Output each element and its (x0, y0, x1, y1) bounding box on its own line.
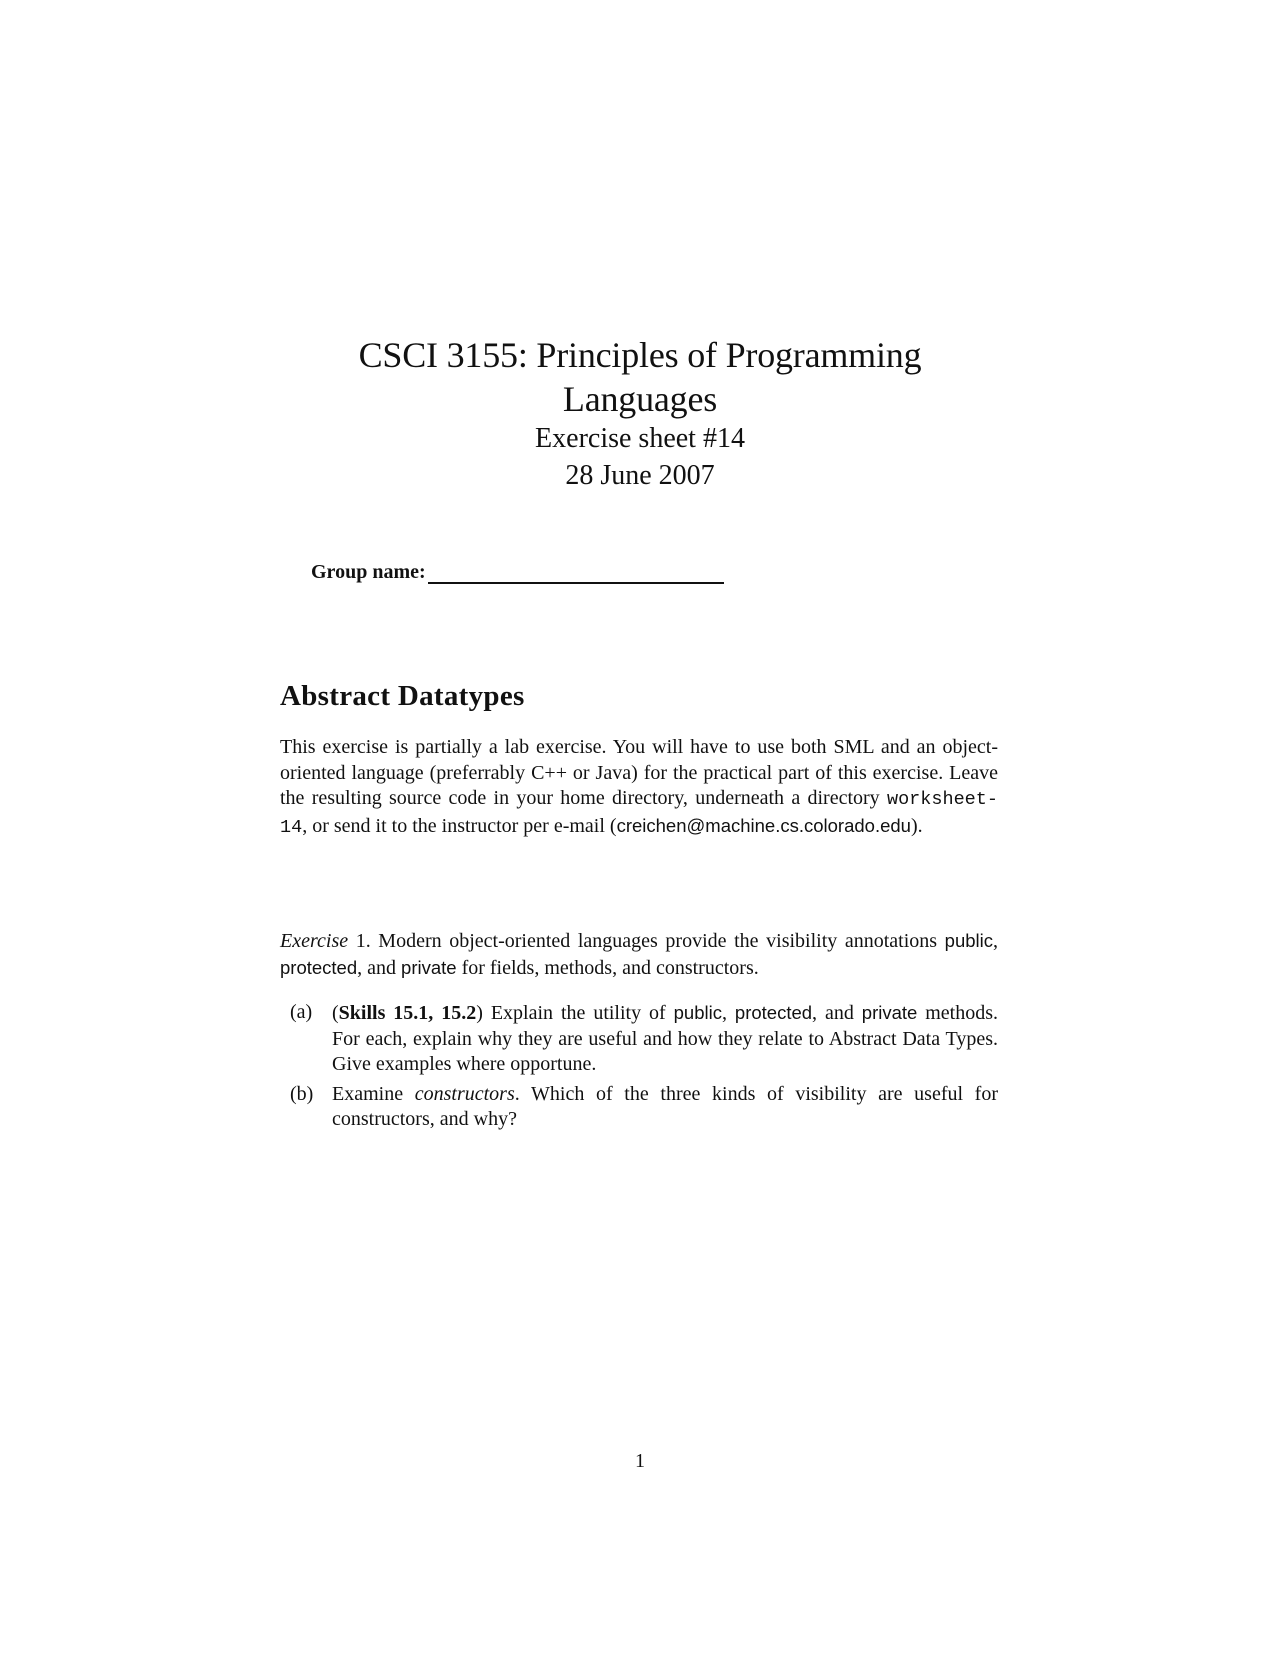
item-a-text-2: , (721, 1002, 735, 1024)
item-text (332, 1000, 998, 1078)
group-name-label: Group name: (311, 561, 426, 583)
exercise-number: 1. (355, 930, 371, 952)
paren-close: ) (476, 1002, 483, 1024)
directory-name: worksheet-14 (280, 789, 998, 838)
exercise-1-statement (280, 928, 998, 981)
sheet-subtitle: Exercise sheet #14 (535, 423, 745, 454)
exercise-text-2: for fields, methods, and constructors. (456, 956, 759, 979)
sheet-date: 28 June 2007 (565, 460, 715, 491)
item-a-keyword-public: public (673, 1002, 722, 1023)
item-b-text-1: Examine (332, 1082, 415, 1105)
section-heading: Abstract Datatypes (280, 680, 525, 712)
item-label: (b) (290, 1082, 314, 1105)
exercise-text-1: Modern object-oriented languages provide the visibility annotations (370, 930, 945, 952)
page-number: 1 (635, 1450, 645, 1472)
keyword-protected: protected (280, 956, 358, 978)
keyword-public: public (944, 930, 993, 951)
intro-text-1: This exercise is partially a lab exercise. You will have to use both SML and an object-oriented language (preferrably C++ or Java) for the practical part of this exercise. Leave the resulting source code in your home directory, underneath a directory (280, 736, 998, 809)
item-a-text-1: Explain the utility of (482, 1002, 674, 1024)
exercise-item-a (290, 1000, 998, 1078)
exercise-item-b (290, 1082, 998, 1133)
item-a-keyword-private: private (861, 1002, 918, 1023)
item-label: (a) (290, 1001, 313, 1023)
instructor-email: creichen@machine.cs.colorado.edu (616, 814, 911, 836)
title-block (280, 333, 1000, 495)
intro-text-2: , or send it to the instructor per e-mail ( (302, 814, 617, 837)
keyword-private: private (401, 956, 457, 978)
exercise-items (290, 1000, 998, 1137)
item-b-text-2: . Which of the three kinds of visibility are useful for constructors, and why? (332, 1082, 999, 1130)
item-a-text-3: , and (812, 1002, 862, 1024)
item-a-text-4: methods. For each, explain why they are useful and how they relate to Abstract Data Types. Give examples where opportune. (332, 1002, 999, 1075)
paren-open: ( (332, 1002, 339, 1024)
item-text (332, 1082, 998, 1133)
item-a-keyword-protected: protected (734, 1002, 813, 1023)
exercise-sep-2: , and (357, 956, 402, 979)
skills-reference: Skills 15.1, 15.2 (338, 1002, 477, 1024)
exercise-sep-1: , (993, 930, 998, 952)
exercise-label: Exercise (280, 930, 349, 952)
group-name-row (311, 560, 724, 584)
course-title: CSCI 3155: Principles of Programming Languages (358, 335, 922, 419)
intro-text-3: ). (910, 814, 923, 837)
item-b-emphasis: constructors (414, 1082, 515, 1105)
group-name-blank (428, 560, 724, 584)
intro-paragraph (280, 735, 998, 840)
